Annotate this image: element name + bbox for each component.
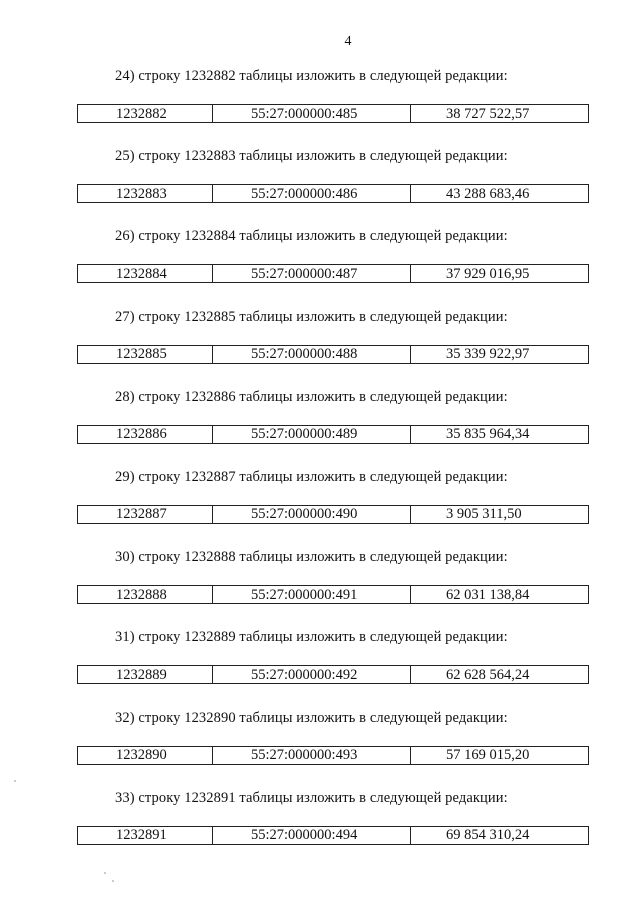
amendment-caption: 33) строку 1232891 таблицы изложить в следующей редакции: (115, 789, 508, 806)
value-cell: 69 854 310,24 (410, 827, 588, 844)
cadastral-number-cell: 55:27:000000:493 (212, 747, 410, 764)
row-id-cell: 1232884 (116, 265, 167, 282)
amendment-entry (0, 228, 640, 308)
amendment-entry (0, 389, 640, 469)
amendment-caption: 25) строку 1232883 таблицы изложить в следующей редакции: (115, 148, 508, 165)
table-row (77, 425, 589, 444)
cadastral-number-cell: 55:27:000000:492 (212, 666, 410, 683)
cadastral-number-cell: 55:27:000000:494 (212, 827, 410, 844)
amendment-entry (0, 710, 640, 790)
amendment-caption: 24) строку 1232882 таблицы изложить в следующей редакции: (115, 68, 508, 84)
amendment-caption: 31) строку 1232889 таблицы изложить в следующей редакции: (115, 629, 508, 646)
value-cell: 3 905 311,50 (410, 506, 588, 523)
value-cell: 37 929 016,95 (410, 265, 588, 282)
scan-speck (112, 880, 114, 882)
amendment-caption: 28) строку 1232886 таблицы изложить в следующей редакции: (115, 388, 508, 405)
row-id-cell: 1232888 (116, 586, 167, 603)
amendment-caption: 27) строку 1232885 таблицы изложить в следующей редакции: (115, 308, 508, 325)
cadastral-number-cell: 55:27:000000:487 (212, 265, 410, 282)
row-id-cell: 1232883 (116, 185, 167, 202)
amendment-entry (0, 68, 640, 148)
amendment-list (0, 68, 640, 870)
row-id-cell: 1232890 (116, 747, 167, 763)
scan-speck (104, 872, 106, 874)
amendment-caption: 26) строку 1232884 таблицы изложить в следующей редакции: (115, 228, 508, 245)
table-row (77, 264, 589, 283)
row-id-cell: 1232882 (116, 105, 167, 122)
table-row (77, 184, 589, 203)
amendment-entry (0, 549, 640, 629)
value-cell: 35 339 922,97 (410, 346, 588, 363)
cadastral-number-cell: 55:27:000000:490 (212, 506, 410, 523)
row-id-cell: 1232891 (116, 827, 167, 844)
amendment-caption: 29) строку 1232887 таблицы изложить в следующей редакции: (115, 468, 508, 485)
row-id-cell: 1232887 (116, 506, 167, 523)
cadastral-number-cell: 55:27:000000:489 (212, 426, 410, 443)
amendment-entry (0, 309, 640, 389)
row-id-cell: 1232886 (116, 426, 167, 443)
row-id-cell: 1232889 (116, 666, 167, 683)
amendment-caption: 32) строку 1232890 таблицы изложить в следующей редакции: (115, 709, 508, 726)
table-row (77, 505, 589, 524)
amendment-entry (0, 790, 640, 870)
cadastral-number-cell: 55:27:000000:491 (212, 586, 410, 603)
cadastral-number-cell: 55:27:000000:485 (212, 105, 410, 122)
table-row (77, 665, 589, 684)
table-row (77, 585, 589, 604)
cadastral-number-cell: 55:27:000000:488 (212, 346, 410, 363)
amendment-entry (0, 148, 640, 228)
value-cell: 43 288 683,46 (410, 185, 588, 202)
value-cell: 35 835 964,34 (410, 426, 588, 443)
table-row (77, 345, 589, 364)
scan-speck (14, 780, 16, 782)
amendment-entry (0, 469, 640, 549)
row-id-cell: 1232885 (116, 346, 167, 363)
amendment-entry (0, 629, 640, 709)
value-cell: 62 628 564,24 (410, 666, 588, 683)
page-number: 4 (344, 34, 352, 49)
table-row (77, 826, 589, 845)
table-row (77, 104, 589, 123)
value-cell: 62 031 138,84 (410, 586, 588, 603)
cadastral-number-cell: 55:27:000000:486 (212, 185, 410, 202)
value-cell: 38 727 522,57 (410, 105, 588, 122)
value-cell: 57 169 015,20 (410, 747, 588, 764)
table-row (77, 746, 589, 765)
amendment-caption: 30) строку 1232888 таблицы изложить в следующей редакции: (115, 549, 508, 566)
